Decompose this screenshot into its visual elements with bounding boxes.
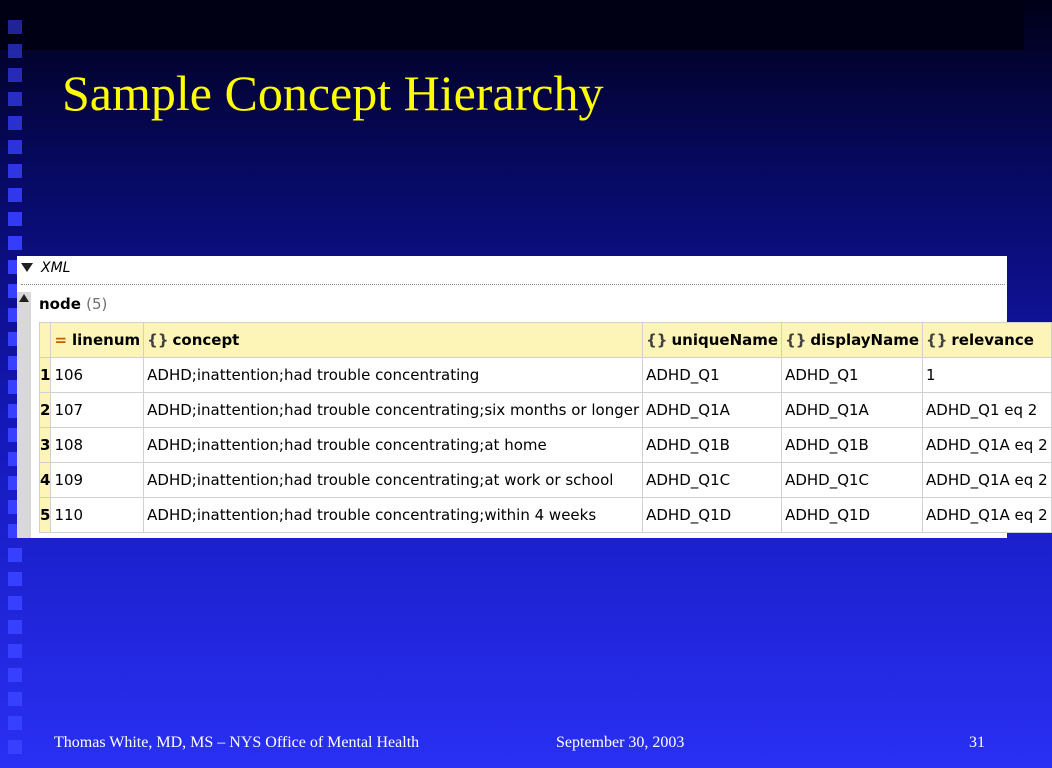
cell-linenum[interactable]: 108 — [51, 428, 144, 463]
decorative-square — [8, 164, 22, 178]
grid-header-row — [40, 323, 1052, 358]
cell-relevance[interactable]: ADHD_Q1A eq 2 — [923, 428, 1052, 463]
cell-linenum[interactable]: 107 — [51, 393, 144, 428]
decorative-square — [8, 116, 22, 130]
slide-title: Sample Concept Hierarchy — [62, 65, 604, 121]
node-count: (5) — [86, 295, 108, 313]
footer-author: Thomas White, MD, MS – NYS Office of Mental Health — [54, 734, 420, 751]
column-header-label: linenum — [72, 331, 141, 349]
decorative-square — [8, 92, 22, 106]
braces-icon: {} — [147, 331, 169, 349]
xml-label: XML — [41, 260, 71, 276]
cell-relevance[interactable]: ADHD_Q1 eq 2 — [923, 393, 1052, 428]
column-header-label: relevance — [951, 331, 1034, 349]
cell-uniquename[interactable]: ADHD_Q1A — [643, 393, 782, 428]
column-header-uniquename[interactable] — [643, 323, 782, 358]
decorative-square — [8, 572, 22, 586]
cell-displayname[interactable]: ADHD_Q1 — [782, 358, 923, 393]
decorative-square — [8, 620, 22, 634]
xml-view-panel — [17, 256, 1048, 538]
cell-linenum[interactable]: 109 — [51, 463, 144, 498]
column-header-label: uniqueName — [671, 331, 779, 349]
footer-date: September 30, 2003 — [556, 734, 685, 751]
table-row[interactable] — [40, 463, 1052, 498]
cell-linenum[interactable]: 106 — [51, 358, 144, 393]
cell-concept[interactable]: ADHD;inattention;had trouble concentrating;at home — [144, 428, 643, 463]
column-header-linenum[interactable] — [51, 323, 144, 358]
decorative-square — [8, 212, 22, 226]
cell-uniquename[interactable]: ADHD_Q1 — [643, 358, 782, 393]
column-header-label: displayName — [810, 331, 920, 349]
braces-icon: {} — [785, 331, 807, 349]
cell-relevance[interactable]: 1 — [923, 358, 1052, 393]
table-row[interactable] — [40, 358, 1052, 393]
cell-uniquename[interactable]: ADHD_Q1B — [643, 428, 782, 463]
cell-linenum[interactable]: 110 — [51, 498, 144, 533]
column-header-displayname[interactable] — [782, 323, 923, 358]
xml-header[interactable] — [17, 256, 1007, 282]
cell-uniquename[interactable]: ADHD_Q1C — [643, 463, 782, 498]
cell-uniquename[interactable]: ADHD_Q1D — [643, 498, 782, 533]
cell-relevance[interactable]: ADHD_Q1A eq 2 — [923, 498, 1052, 533]
decorative-square — [8, 44, 22, 58]
row-number[interactable]: 4 — [40, 463, 51, 498]
cell-concept[interactable]: ADHD;inattention;had trouble concentrating;six months or longer — [144, 393, 643, 428]
cell-displayname[interactable]: ADHD_Q1B — [782, 428, 923, 463]
cell-relevance[interactable]: ADHD_Q1A eq 2 — [923, 463, 1052, 498]
braces-icon: {} — [646, 331, 668, 349]
column-header-concept[interactable] — [144, 323, 643, 358]
cell-concept[interactable]: ADHD;inattention;had trouble concentrating;at work or school — [144, 463, 643, 498]
footer-page-number: 31 — [969, 734, 985, 751]
decorative-square — [8, 668, 22, 682]
decorative-square — [8, 140, 22, 154]
decorative-square — [8, 716, 22, 730]
row-number[interactable]: 1 — [40, 358, 51, 393]
collapse-up-triangle-icon[interactable] — [19, 294, 29, 302]
node-collapse-bar[interactable] — [17, 292, 31, 538]
equals-icon: = — [54, 331, 68, 349]
decorative-square — [8, 596, 22, 610]
row-number[interactable]: 2 — [40, 393, 51, 428]
cell-concept[interactable]: ADHD;inattention;had trouble concentrating — [144, 358, 643, 393]
node-name: node — [39, 295, 81, 313]
table-row[interactable] — [40, 428, 1052, 463]
cell-displayname[interactable]: ADHD_Q1D — [782, 498, 923, 533]
top-band — [0, 0, 1024, 50]
node-label — [39, 295, 107, 313]
decorative-square — [8, 692, 22, 706]
table-row[interactable] — [40, 498, 1052, 533]
decorative-square — [8, 548, 22, 562]
decorative-square — [8, 644, 22, 658]
decorative-square — [8, 236, 22, 250]
node-grid — [39, 322, 1052, 533]
cell-displayname[interactable]: ADHD_Q1A — [782, 393, 923, 428]
decorative-square — [8, 20, 22, 34]
decorative-square — [8, 68, 22, 82]
collapse-triangle-icon[interactable] — [21, 263, 33, 272]
braces-icon: {} — [926, 331, 948, 349]
column-header-label: concept — [172, 331, 240, 349]
decorative-square — [8, 188, 22, 202]
divider — [21, 284, 1005, 285]
row-number[interactable]: 5 — [40, 498, 51, 533]
row-number[interactable]: 3 — [40, 428, 51, 463]
grid-corner — [40, 323, 51, 358]
decorative-square — [8, 740, 22, 754]
cell-concept[interactable]: ADHD;inattention;had trouble concentrating;within 4 weeks — [144, 498, 643, 533]
cell-displayname[interactable]: ADHD_Q1C — [782, 463, 923, 498]
table-row[interactable] — [40, 393, 1052, 428]
column-header-relevance[interactable] — [923, 323, 1052, 358]
